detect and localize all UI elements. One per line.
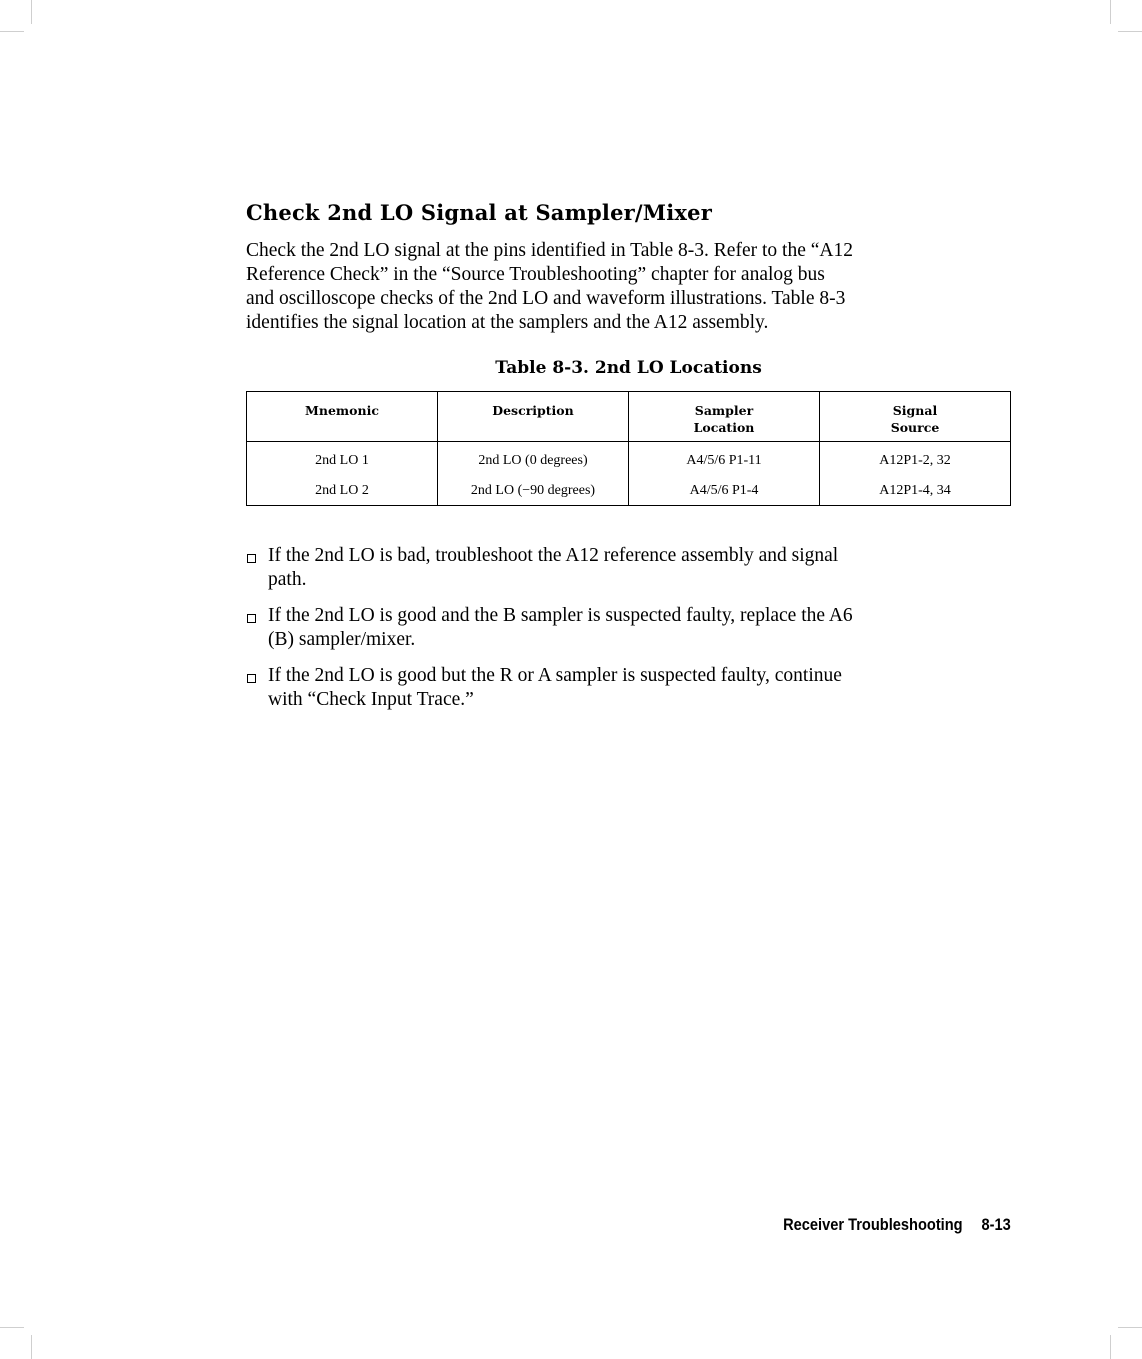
header-text: Description [492,403,574,418]
section-heading: Check 2nd LO Signal at Sampler/Mixer [246,200,712,225]
header-sampler-location [629,392,820,442]
table-cell: 2nd LO 1 [247,442,438,477]
table-caption: Table 8-3. 2nd LO Locations [495,358,762,378]
list-item [246,604,1006,652]
crop-mark [1118,31,1142,32]
intro-line: Check the 2nd LO signal at the pins identified in Table 8-3. Refer to the “A12 [246,240,853,261]
page-footer [783,1215,1011,1235]
lo-locations-table [246,391,1011,506]
header-description [438,392,629,442]
checkbox-square-icon [247,674,256,683]
footer-chapter: Receiver Troubleshooting [783,1215,963,1234]
crop-mark [31,0,32,24]
header-mnemonic [247,392,438,442]
intro-line: Reference Check” in the “Source Troubleshooting” chapter for analog bus [246,264,825,285]
intro-line: identifies the signal location at the samplers and the A12 assembly. [246,312,769,333]
table-cell: A4/5/6 P1-4 [629,476,820,506]
table-cell: 2nd LO (0 degrees) [438,442,629,477]
list-item-line: If the 2nd LO is bad, troubleshoot the A12 reference assembly and signal [268,545,839,566]
checkbox-square-icon [247,554,256,563]
intro-line: and oscilloscope checks of the 2nd LO and waveform illustrations. Table 8-3 [246,288,846,309]
header-text: Location [693,420,755,435]
crop-mark [1110,0,1111,24]
table-row [247,476,1011,506]
crop-mark [1118,1327,1142,1328]
table-cell: 2nd LO (−90 degrees) [438,476,629,506]
crop-mark [0,1327,24,1328]
list-item-line: (B) sampler/mixer. [268,629,416,650]
intro-paragraph [246,239,986,335]
crop-mark [0,31,24,32]
table-cell: A4/5/6 P1-11 [629,442,820,477]
checklist [246,544,1006,724]
header-text: Signal [892,403,938,418]
header-signal-source [820,392,1011,442]
table-cell: 2nd LO 2 [247,476,438,506]
table-cell: A12P1-4, 34 [820,476,1011,506]
page-number: 8-13 [981,1215,1011,1234]
header-text: Source [890,420,940,435]
table-cell: A12P1-2, 32 [820,442,1011,477]
header-text: Mnemonic [305,403,379,418]
table-header-row [247,392,1011,442]
list-item-text [268,544,1006,592]
list-item [246,544,1006,592]
list-item [246,664,1006,712]
checkbox-square-icon [247,614,256,623]
list-item-line: path. [268,569,307,590]
list-item-line: If the 2nd LO is good but the R or A sampler is suspected faulty, continue [268,665,842,686]
list-item-line: with “Check Input Trace.” [268,689,474,710]
list-item-text [268,664,1006,712]
list-item-line: If the 2nd LO is good and the B sampler is suspected faulty, replace the A6 [268,605,853,626]
crop-mark [1110,1335,1111,1359]
crop-mark [31,1335,32,1359]
list-item-text [268,604,1006,652]
table-row [247,442,1011,477]
header-text: Sampler [694,403,754,418]
